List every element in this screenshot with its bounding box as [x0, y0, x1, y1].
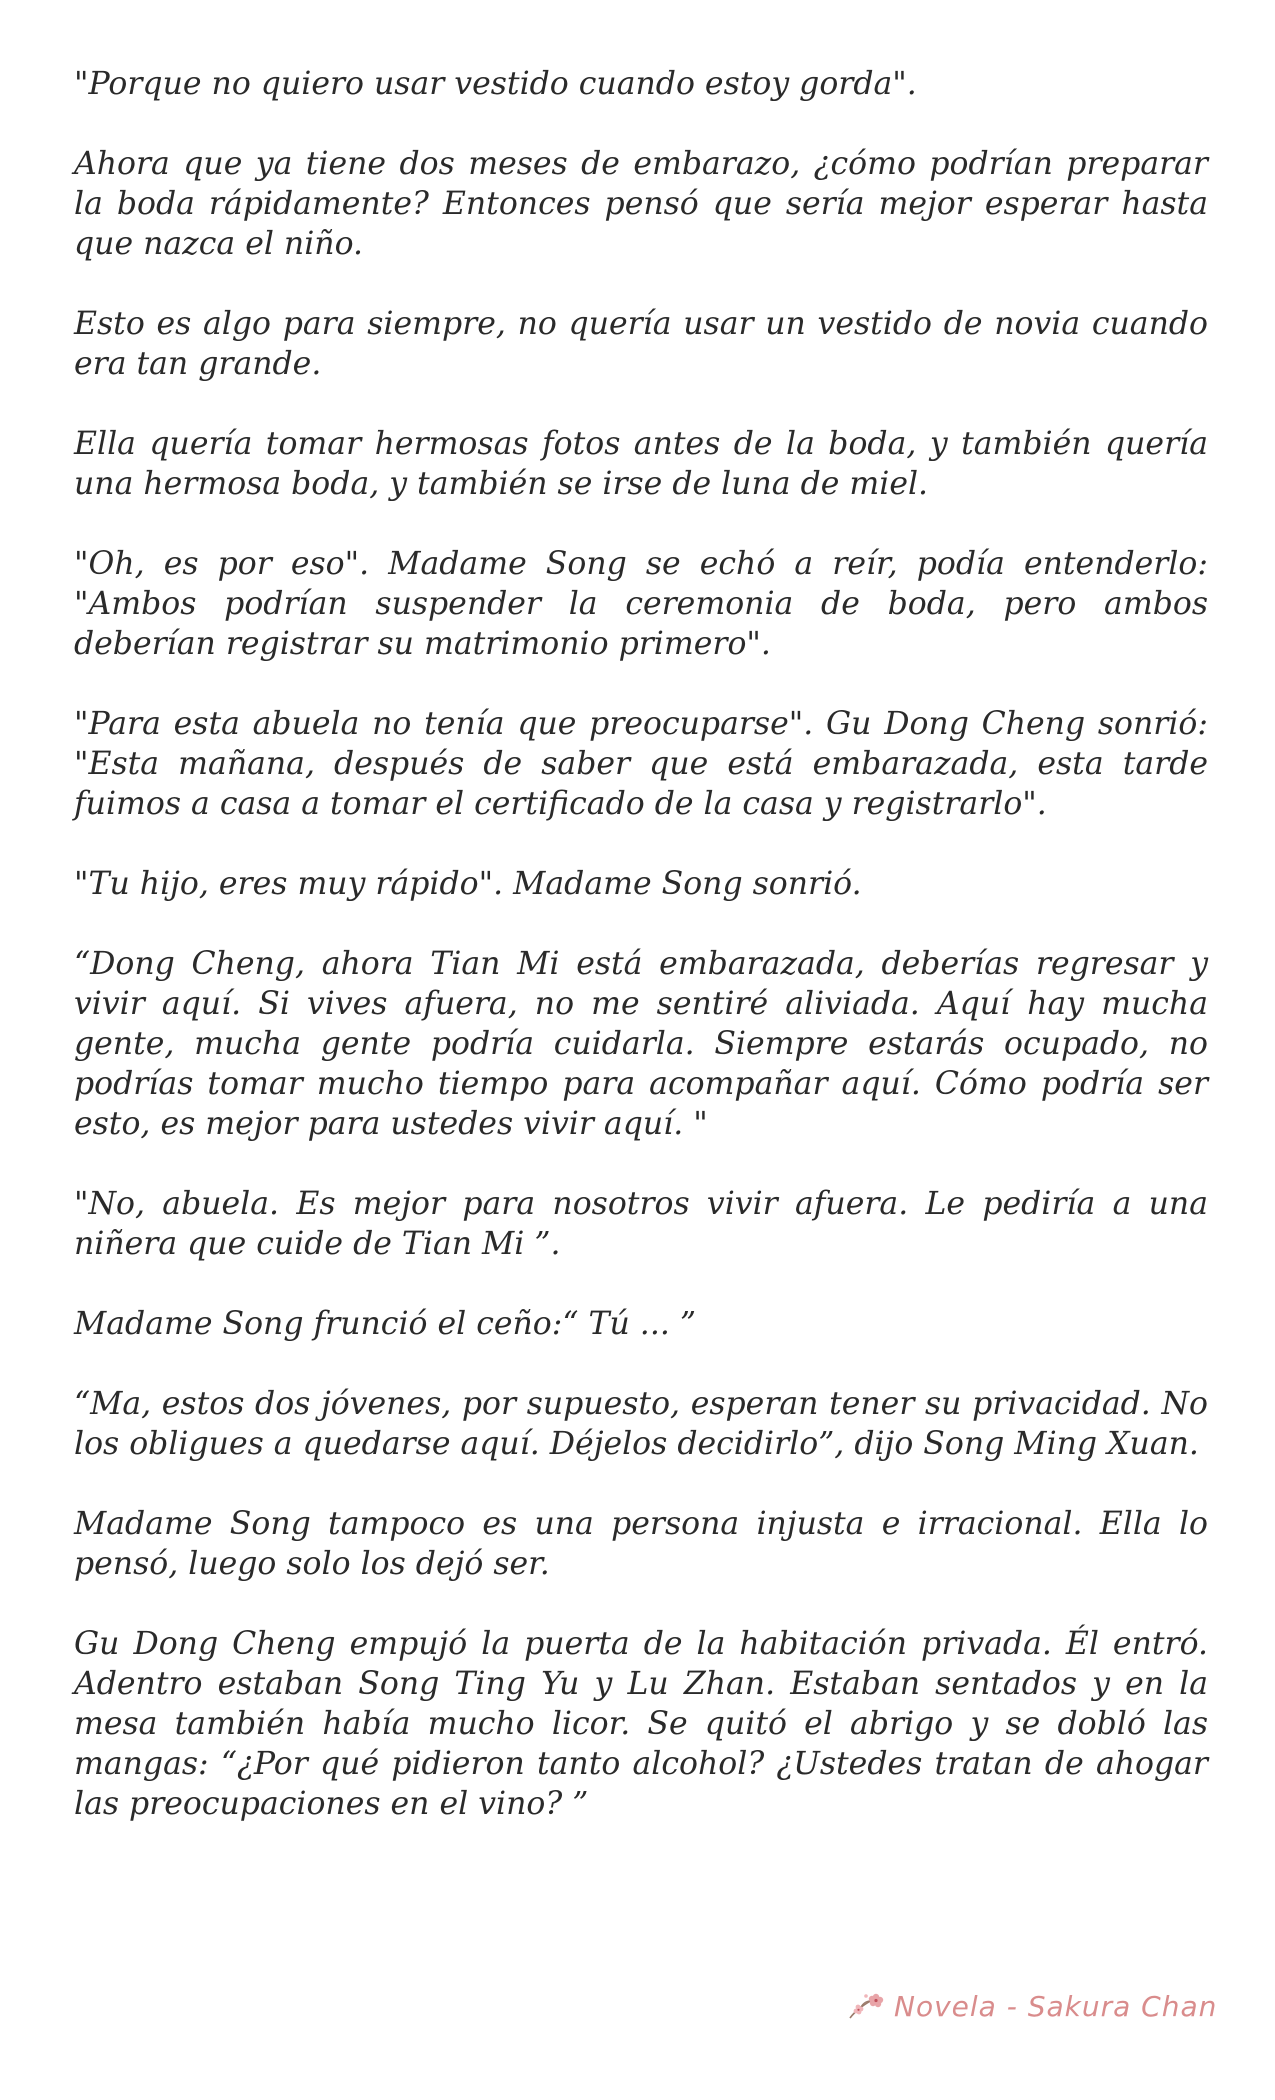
- paragraph-4: Ella quería tomar hermosas fotos antes de la boda, y también quería una hermosa boda, y también se irse de luna de miel.: [74, 426, 1208, 502]
- paragraph-12: Madame Song tampoco es una persona injusta e irracional. Ella lo pensó, luego solo los dejó ser.: [74, 1506, 1208, 1582]
- paragraph-11: “Ma, estos dos jóvenes, por supuesto, esperan tener su privacidad. No los obligues a quedarse aquí. Déjelos decidirlo”, dijo Song Ming Xuan.: [74, 1386, 1208, 1462]
- paragraph-13: Gu Dong Cheng empujó la puerta de la habitación privada. Él entró. Adentro estaban Song Ting Yu y Lu Zhan. Estaban sentados y en la mesa también había mucho licor. Se quitó el abrigo y se dobló las mangas: “¿Por qué pidieron tanto alcohol? ¿Ustedes tratan de ahogar las preocupaciones en el vino? ”: [74, 1626, 1208, 1822]
- paragraph-10: Madame Song frunció el ceño:“ Tú ... ”: [74, 1306, 696, 1342]
- paragraph-2: Ahora que ya tiene dos meses de embarazo, ¿cómo podrían preparar la boda rápidamente? Entonces pensó que sería mejor esperar hasta que nazca el niño.: [74, 146, 1208, 262]
- paragraph-3: Esto es algo para siempre, no quería usar un vestido de novia cuando era tan grande.: [74, 306, 1208, 382]
- paragraph-9: "No, abuela. Es mejor para nosotros vivir afuera. Le pediría a una niñera que cuide de Tian Mi ”.: [74, 1186, 1208, 1262]
- paragraph-6: "Para esta abuela no tenía que preocuparse". Gu Dong Cheng sonrió: "Esta mañana, después de saber que está embarazada, esta tarde fuimos a casa a tomar el certificado de la casa y registrarlo".: [74, 706, 1208, 822]
- watermark: [846, 1988, 1217, 2024]
- paragraph-7: "Tu hijo, eres muy rápido". Madame Song sonrió.: [74, 866, 862, 902]
- paragraph-1: "Porque no quiero usar vestido cuando estoy gorda".: [74, 66, 917, 102]
- paragraph-8: “Dong Cheng, ahora Tian Mi está embarazada, deberías regresar y vivir aquí. Si vives afuera, no me sentiré aliviada. Aquí hay mucha gente, mucha gente podría cuidarla. Siempre estarás ocupado, no podrías tomar mucho tiempo para acompañar aquí. Cómo podría ser esto, es mejor para ustedes vivir aquí. ": [74, 946, 1208, 1142]
- paragraph-5: "Oh, es por eso". Madame Song se echó a reír, podía entenderlo: "Ambos podrían suspender la ceremonia de boda, pero ambos deberían registrar su matrimonio primero".: [74, 546, 1208, 662]
- watermark-text: Novela - Sakura Chan: [894, 1989, 1218, 2023]
- sakura-flower-icon: [846, 1988, 886, 2024]
- chapter-text: [74, 64, 1208, 1864]
